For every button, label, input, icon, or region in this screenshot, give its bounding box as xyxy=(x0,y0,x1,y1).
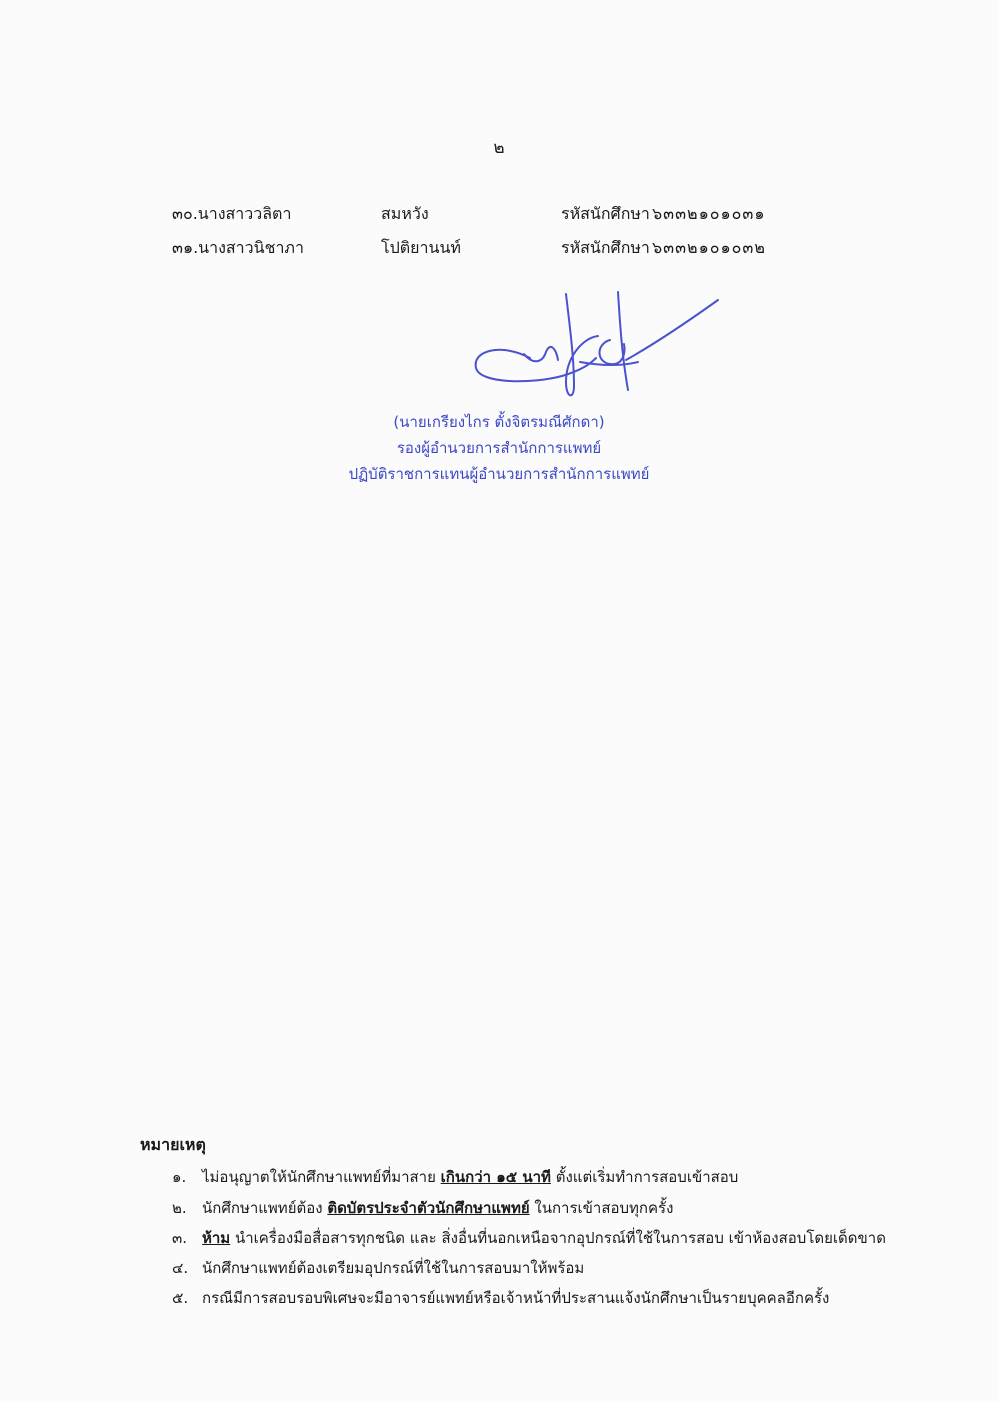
student-id-label: รหัสนักศึกษา xyxy=(561,238,650,257)
signatory-name: (นายเกรียงไกร ตั้งจิตรมณีศักดา) xyxy=(393,413,605,431)
remark-item xyxy=(0,1286,998,1310)
remark-text-plain: ไม่อนุญาตให้นักศึกษาแพทย์ที่มาสาย xyxy=(202,1168,441,1186)
remark-text-plain: นักศึกษาแพทย์ต้อง xyxy=(202,1199,328,1217)
remark-item xyxy=(0,1196,998,1220)
signature-image xyxy=(462,288,730,398)
signatory-acting-position: ปฏิบัติราชการแทนผู้อำนวยการสำนักการแพทย์ xyxy=(348,465,650,483)
remark-text-emphasis: เกินกว่า ๑๕ นาที xyxy=(440,1168,551,1186)
remark-item xyxy=(0,1226,998,1250)
student-surname: สมหวัง xyxy=(381,204,429,223)
remark-number: ๓. xyxy=(172,1229,188,1247)
remark-text-emphasis: ห้าม xyxy=(202,1229,231,1247)
remark-item xyxy=(0,1256,998,1280)
page-number: ๒ xyxy=(493,138,505,158)
student-id: ๖๓๓๒๑๐๑๐๓๒ xyxy=(652,238,766,257)
student-id-label: รหัสนักศึกษา xyxy=(561,204,650,223)
remark-text-plain: ในการเข้าสอบทุกครั้ง xyxy=(529,1199,674,1217)
remark-text: กรณีมีการสอบรอบพิเศษจะมีอาจารย์แพทย์หรือเจ้าหน้าที่ประสานแจ้งนักศึกษาเป็นรายบุคคลอีกครั้ง xyxy=(202,1289,830,1307)
remark-text-plain: ตั้งแต่เริ่มทำการสอบเข้าสอบ xyxy=(550,1168,739,1186)
remark-text xyxy=(202,1196,673,1220)
student-row xyxy=(0,202,998,226)
remark-number: ๔. xyxy=(172,1259,189,1277)
student-surname: โปติยานนท์ xyxy=(381,238,461,257)
student-id: ๖๓๓๒๑๐๑๐๓๑ xyxy=(652,204,766,223)
student-row xyxy=(0,236,998,260)
student-name: ๓๐.นางสาววลิตา xyxy=(172,204,292,223)
remark-number: ๕. xyxy=(172,1289,189,1307)
remark-text-plain: นำเครื่องมือสื่อสารทุกชนิด และ สิ่งอื่นที่นอกเหนือจากอุปกรณ์ที่ใช้ในการสอบ เข้าห้องสอบโดยเด็ดขาด xyxy=(230,1229,886,1247)
signatory-position: รองผู้อำนวยการสำนักการแพทย์ xyxy=(396,439,602,457)
remark-text-emphasis: ติดบัตรประจำตัวนักศึกษาแพทย์ xyxy=(327,1199,530,1217)
remark-number: ๑. xyxy=(172,1168,187,1186)
student-name: ๓๑.นางสาวนิชาภา xyxy=(172,238,304,257)
remarks-title: หมายเหตุ xyxy=(140,1135,206,1154)
remark-text: นักศึกษาแพทย์ต้องเตรียมอุปกรณ์ที่ใช้ในการสอบมาให้พร้อม xyxy=(202,1259,585,1277)
remark-text xyxy=(202,1165,738,1189)
remark-item xyxy=(0,1165,998,1189)
remark-number: ๒. xyxy=(172,1199,187,1217)
remark-text xyxy=(202,1226,886,1250)
